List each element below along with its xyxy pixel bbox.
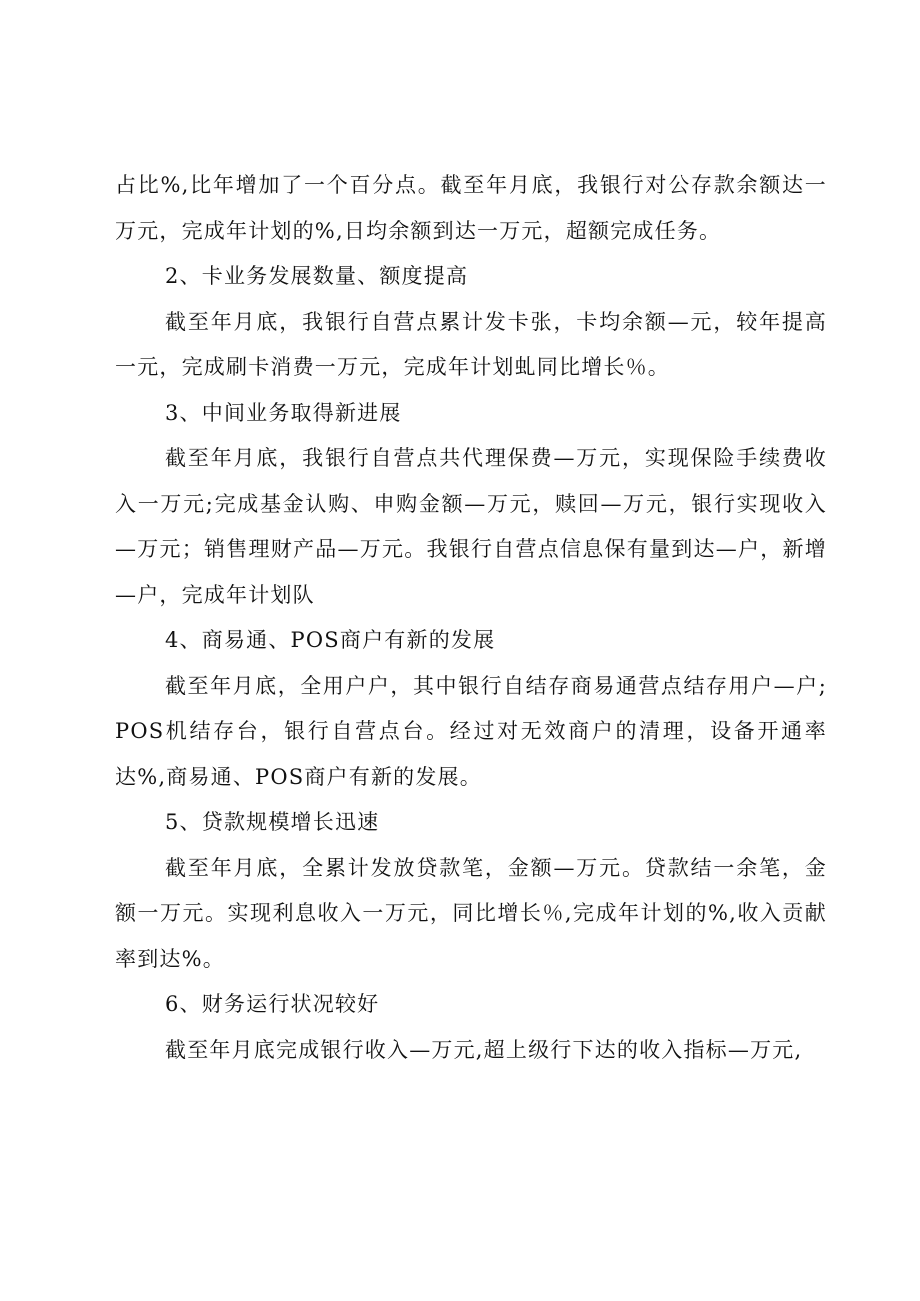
paragraph-deposits-continued: 占比%,比年增加了一个百分点。截至年月底，我银行对公存款余额达一万元，完成年计划的%,日均余额到达一万元，超额完成任务。 [115,173,827,243]
section-heading-loans: 5、贷款规模增长迅速 [165,810,380,834]
document-body [115,163,827,1073]
paragraph-pos-merchants: 截至年月底，全用户户，其中银行自结存商易通营点结存用户—户;POS机结存台，银行自营点台。经过对无效商户的清理，设备开通率达%,商易通、POS商户有新的发展。 [115,673,827,789]
paragraph-intermediary-business: 截至年月底，我银行自营点共代理保费—万元，实现保险手续费收入一万元;完成基金认购、申购金额—万元，赎回—万元，银行实现收入—万元；销售理财产品—万元。我银行自营点信息保有量到达—户，新增—户，完成年计划队 [115,446,827,607]
paragraph-card-business: 截至年月底，我银行自营点累计发卡张，卡均余额—元，较年提高一元，完成刷卡消费一万元，完成年计划虬同比增长％。 [115,309,827,379]
paragraph-loans: 截至年月底，全累计发放贷款笔，金额—万元。贷款结一余笔，金额一万元。实现利息收入一万元，同比增长％,完成年计划的%,收入贡献率到达%。 [115,855,827,971]
section-heading-pos-merchants: 4、商易通、POS商户有新的发展 [165,628,496,652]
section-heading-card-business: 2、卡业务发展数量、额度提高 [165,264,469,288]
section-heading-finance: 6、财务运行状况较好 [165,992,380,1016]
paragraph-finance: 截至年月底完成银行收入—万元,超上级行下达的收入指标—万元, [165,1037,803,1062]
section-heading-intermediary-business: 3、中间业务取得新进展 [165,400,402,425]
